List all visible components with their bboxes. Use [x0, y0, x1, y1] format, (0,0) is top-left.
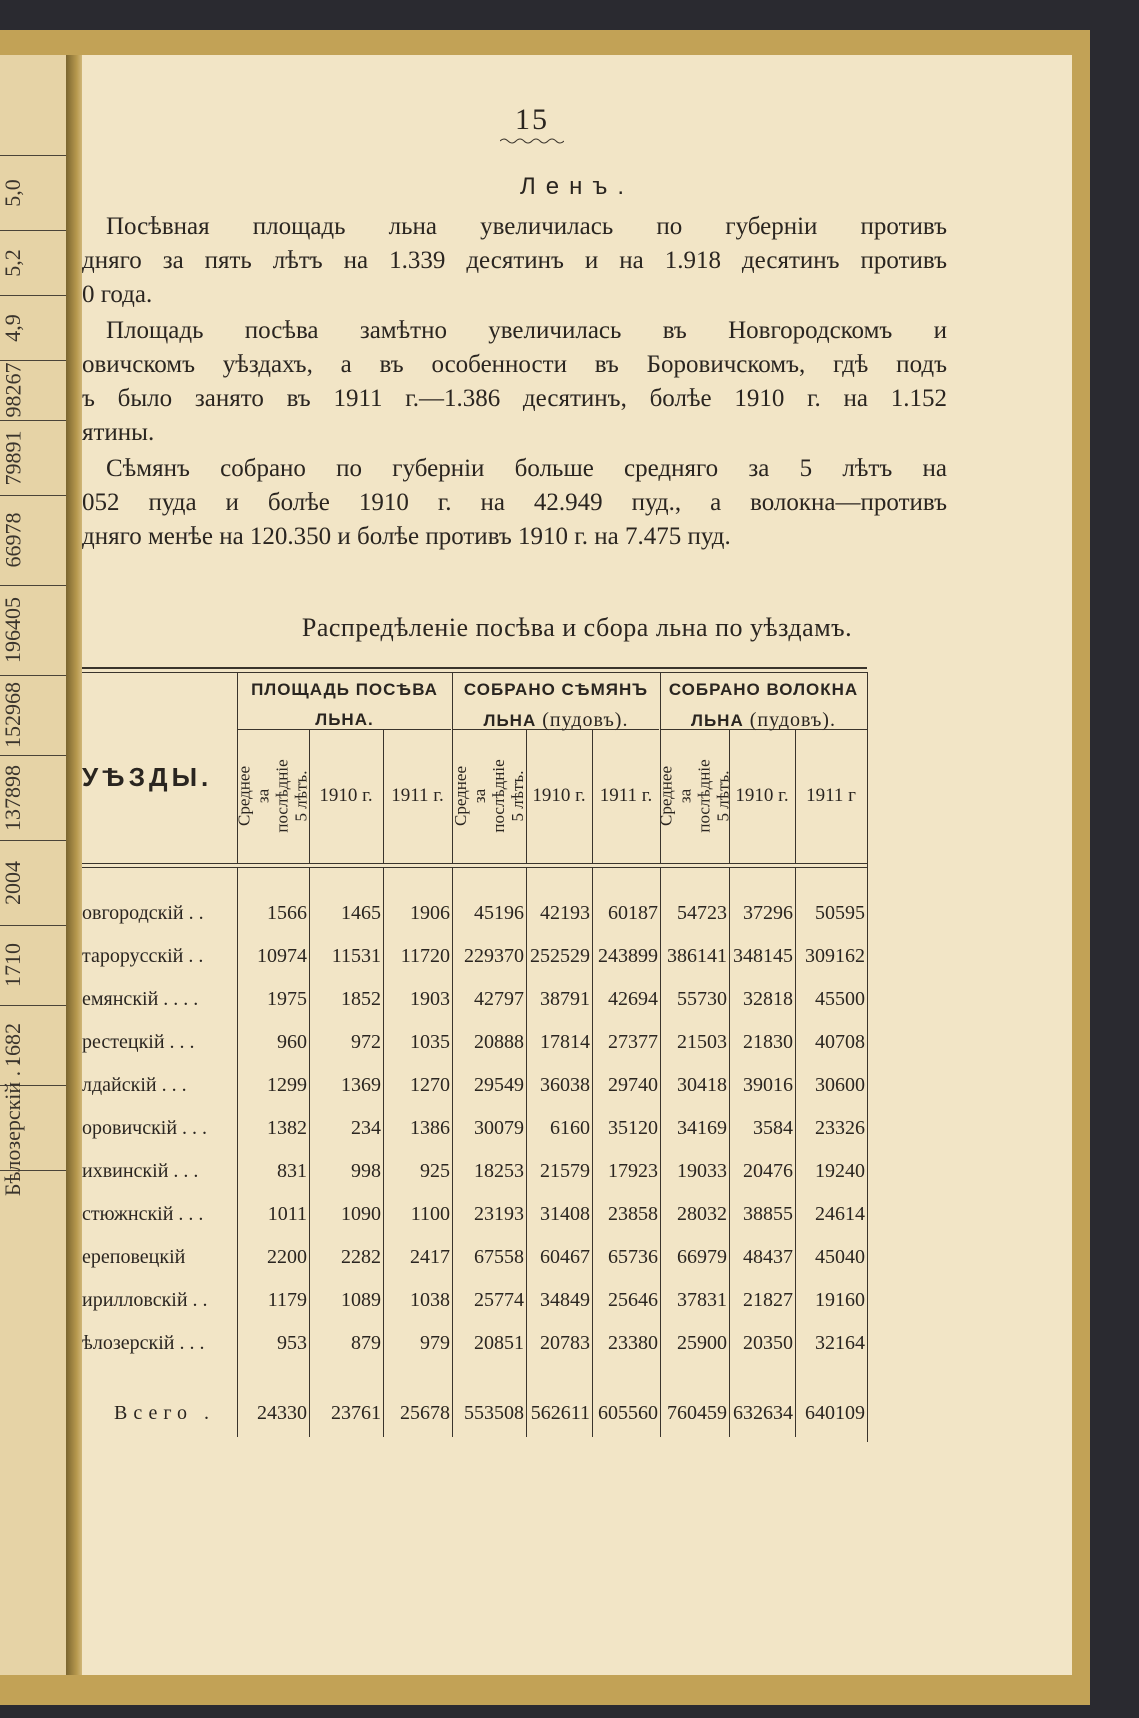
subcolumn-header: 1910 г. — [735, 785, 789, 806]
table-cell: 1038 — [410, 1289, 450, 1311]
table-cell: 20783 — [540, 1332, 590, 1354]
table-row-label: ирилловскій . . — [82, 1289, 208, 1311]
table-row-label: стюжнскій . . . — [82, 1203, 204, 1225]
paragraph-line: ятины. — [82, 419, 155, 446]
prev-page-value — [0, 585, 54, 675]
table-total-cell: 760459 — [667, 1402, 727, 1424]
table-cell: 309162 — [805, 945, 865, 967]
column-group-title: СОБРАНО ВОЛОКНА — [668, 680, 859, 699]
table-cell: 37296 — [743, 902, 793, 924]
table-cell: 1179 — [267, 1289, 307, 1311]
table-cell: 23193 — [474, 1203, 524, 1225]
table-total-cell: 632634 — [733, 1402, 793, 1424]
table-cell: 1035 — [410, 1031, 450, 1053]
table-total-cell: 24330 — [257, 1402, 307, 1424]
table-cell: 31408 — [540, 1203, 590, 1225]
table-cell: 60467 — [540, 1246, 590, 1268]
table-cell: 979 — [420, 1332, 450, 1354]
paragraph-line: ъ было занято въ 1911 г.—1.386 десятинъ, болѣе 1910 г. на 1.152 — [82, 385, 947, 412]
table-cell: 925 — [420, 1160, 450, 1182]
table-cell: 21503 — [677, 1031, 727, 1053]
prev-page-value — [0, 295, 54, 360]
table-cell: 21827 — [743, 1289, 793, 1311]
table-cell: 21830 — [743, 1031, 793, 1053]
flax-table — [82, 667, 952, 1447]
table-cell: 67558 — [474, 1246, 524, 1268]
prev-page-value — [0, 420, 54, 495]
table-cell: 2417 — [410, 1246, 450, 1268]
table-total-cell: 25678 — [400, 1402, 450, 1424]
subcolumn-header: 1911 г. — [599, 785, 653, 806]
table-cell: 42694 — [608, 988, 658, 1010]
table-row-label: оровичскій . . . — [82, 1117, 208, 1139]
table-cell: 66979 — [677, 1246, 727, 1268]
table-cell: 34169 — [677, 1117, 727, 1139]
paragraph-line: Площадь посѣва замѣтно увеличилась въ Новгородскомъ и — [106, 317, 947, 344]
section-title: Ленъ. — [519, 173, 635, 200]
table-cell: 18253 — [474, 1160, 524, 1182]
subcolumn-header-text: Среднее за послѣдніе 5 лѣтъ. — [451, 759, 527, 833]
paragraph-line: Сѣмянъ собрано по губерніи больше средняго за 5 лѣтъ на — [106, 455, 947, 482]
table-cell: 40708 — [815, 1031, 865, 1053]
prev-page-value-text: 1710 — [0, 943, 25, 987]
table-cell: 29740 — [608, 1074, 658, 1096]
table-cell: 45196 — [474, 902, 524, 924]
table-rule — [82, 672, 867, 673]
table-cell: 11720 — [400, 945, 450, 967]
prev-page-value — [0, 155, 54, 230]
prev-page-value — [0, 360, 54, 420]
table-cell: 21579 — [540, 1160, 590, 1182]
table-cell: 879 — [351, 1332, 381, 1354]
table-cell: 1090 — [341, 1203, 381, 1225]
table-cell: 42193 — [540, 902, 590, 924]
page-number-ornament — [500, 137, 564, 145]
table-cell: 1299 — [267, 1074, 307, 1096]
table-cell: 25646 — [608, 1289, 658, 1311]
table-row-label: ереповецкій — [82, 1246, 186, 1268]
prev-page-value-text: 79891 — [0, 430, 25, 485]
subcolumn-header: 1911 г. — [391, 785, 444, 806]
table-cell: 1100 — [410, 1203, 450, 1225]
table-cell: 37831 — [677, 1289, 727, 1311]
page-number: 15 — [515, 103, 549, 136]
column-group-unit: (пудовъ). — [743, 709, 836, 731]
book-page — [82, 55, 1072, 1675]
column-group-title: СОБРАНО СѢМЯНЪ — [463, 680, 649, 699]
table-cell: 1270 — [410, 1074, 450, 1096]
subcolumn-header — [235, 729, 312, 863]
table-cell: 27377 — [608, 1031, 658, 1053]
column-group-header — [660, 675, 867, 736]
table-row-label: лдайскій . . . — [82, 1074, 187, 1096]
table-row-label: ѣлозерскій . . . — [82, 1332, 205, 1354]
prev-page-value-text: 98267 — [0, 362, 25, 418]
table-cell: 29549 — [474, 1074, 524, 1096]
table-cell: 1906 — [410, 902, 450, 924]
table-cell: 386141 — [667, 945, 727, 967]
table-cell: 1852 — [341, 988, 381, 1010]
table-cell: 3584 — [753, 1117, 793, 1139]
table-cell: 38855 — [743, 1203, 793, 1225]
prev-page-value — [0, 840, 54, 925]
prev-page-value-text: Бѣлозерскій . . — [0, 1059, 26, 1196]
table-cell: 252529 — [530, 945, 590, 967]
table-cell: 6160 — [550, 1117, 590, 1139]
column-group-unit: (пудовъ). — [536, 709, 629, 731]
table-total-cell: 562611 — [530, 1402, 590, 1424]
table-total-label: Всего . — [114, 1402, 216, 1424]
table-cell: 36038 — [540, 1074, 590, 1096]
table-cell: 55730 — [677, 988, 727, 1010]
table-cell: 60187 — [608, 902, 658, 924]
table-total-cell: 23761 — [331, 1402, 381, 1424]
table-cell: 1566 — [267, 902, 307, 924]
column-group-title: ПЛОЩАДЬ ПОСѢВА — [251, 680, 438, 699]
table-cell: 1382 — [267, 1117, 307, 1139]
table-cell: 953 — [277, 1332, 307, 1354]
table-cell: 2200 — [267, 1246, 307, 1268]
table-cell: 19240 — [815, 1160, 865, 1182]
paragraph-line: 0 года. — [82, 281, 153, 308]
column-group-word: ЛЬНА — [691, 711, 744, 730]
table-cell: 30079 — [474, 1117, 524, 1139]
prev-page-value-text: 137898 — [0, 764, 25, 831]
column-group-header — [237, 675, 452, 735]
table-cell: 234 — [351, 1117, 381, 1139]
table-cell: 32164 — [815, 1332, 865, 1354]
prev-page-value-text: 152968 — [0, 682, 25, 748]
table-cell: 348145 — [733, 945, 793, 967]
table-row-label: овгородскій . . — [82, 902, 204, 924]
table-rule — [82, 867, 867, 868]
table-cell: 30418 — [677, 1074, 727, 1096]
table-rule — [82, 667, 867, 669]
table-cell: 19160 — [815, 1289, 865, 1311]
table-cell: 1465 — [341, 902, 381, 924]
table-cell: 50595 — [815, 902, 865, 924]
table-rule — [82, 863, 867, 864]
paragraph-line: Посѣвная площадь льна увеличилась по губерніи противъ — [106, 213, 947, 240]
table-cell: 998 — [351, 1160, 381, 1182]
table-cell: 65736 — [608, 1246, 658, 1268]
subcolumn-header: 1910 г. — [532, 785, 586, 806]
prev-page-value — [0, 495, 54, 585]
table-cell: 1975 — [267, 988, 307, 1010]
table-row-header: УѢЗДЫ. — [82, 762, 213, 792]
table-cell: 38791 — [540, 988, 590, 1010]
table-cell: 229370 — [464, 945, 524, 967]
column-group-word: ЛЬНА. — [315, 710, 374, 729]
subcolumn-header — [452, 729, 526, 863]
table-cell: 20851 — [474, 1332, 524, 1354]
table-cell: 30600 — [815, 1074, 865, 1096]
subcolumn-header-text: Среднее за послѣдніе 5 лѣтъ. — [656, 759, 733, 833]
table-cell: 25774 — [474, 1289, 524, 1311]
table-cell: 972 — [351, 1031, 381, 1053]
table-row-label: емянскій . . . . — [82, 988, 199, 1010]
paragraph-line: дняго за пять лѣтъ на 1.339 десятинъ и на 1.918 десятинъ противъ — [82, 247, 947, 274]
prev-page-value — [0, 675, 54, 755]
table-cell: 831 — [277, 1160, 307, 1182]
table-cell: 23326 — [815, 1117, 865, 1139]
table-cell: 34849 — [540, 1289, 590, 1311]
table-cell: 28032 — [677, 1203, 727, 1225]
table-cell: 243899 — [598, 945, 658, 967]
table-total-cell: 605560 — [598, 1402, 658, 1424]
table-cell: 23858 — [608, 1203, 658, 1225]
table-cell: 19033 — [677, 1160, 727, 1182]
table-cell: 1011 — [267, 1203, 307, 1225]
table-cell: 35120 — [608, 1117, 658, 1139]
table-cell: 10974 — [257, 945, 307, 967]
table-cell: 1369 — [341, 1074, 381, 1096]
table-cell: 45500 — [815, 988, 865, 1010]
prev-page-value-text: 196405 — [0, 597, 25, 663]
paragraph-line: дняго менѣе на 120.350 и болѣе противъ 1910 г. на 7.475 пуд. — [82, 523, 731, 550]
paragraph-line: 052 пуда и болѣе 1910 г. на 42.949 пуд., а волокна—противъ — [82, 489, 947, 516]
prev-page-value — [0, 925, 54, 1005]
table-cell: 24614 — [815, 1203, 865, 1225]
table-cell: 20476 — [743, 1160, 793, 1182]
table-cell: 1903 — [410, 988, 450, 1010]
table-cell: 11531 — [331, 945, 381, 967]
subcolumn-header: 1910 г. — [319, 785, 373, 806]
table-cell: 54723 — [677, 902, 727, 924]
prev-page-value-text: 66978 — [0, 512, 25, 568]
table-total-cell: 640109 — [805, 1402, 865, 1424]
table-cell: 48437 — [743, 1246, 793, 1268]
prev-page-value — [0, 1059, 54, 1196]
table-cell: 25900 — [677, 1332, 727, 1354]
table-cell: 32818 — [743, 988, 793, 1010]
subcolumn-header-text: Среднее за послѣдніе 5 лѣтъ. — [235, 759, 312, 833]
table-row-label: тарорусскій . . — [82, 945, 204, 967]
prev-page-value-text: 4,9 — [0, 313, 25, 342]
table-cell: 1089 — [341, 1289, 381, 1311]
prev-page-value-text: 1682 — [0, 1023, 25, 1067]
column-group-word: ЛЬНА — [483, 711, 537, 730]
table-cell: 20350 — [743, 1332, 793, 1354]
table-cell: 17814 — [540, 1031, 590, 1053]
prev-page-value-text: 2004 — [0, 860, 25, 905]
table-cell: 23380 — [608, 1332, 658, 1354]
table-cell: 960 — [277, 1031, 307, 1053]
prev-page-value — [0, 755, 54, 840]
subcolumn-header — [656, 729, 733, 863]
column-group-header — [452, 675, 660, 736]
table-cell: 39016 — [743, 1074, 793, 1096]
table-cell: 1386 — [410, 1117, 450, 1139]
table-column-rule — [867, 672, 868, 1442]
table-cell: 2282 — [341, 1246, 381, 1268]
table-title: Распредѣленіе посѣва и сбора льна по уѣздамъ. — [301, 613, 853, 642]
table-cell: 45040 — [815, 1246, 865, 1268]
prev-page-value-text: 5,2 — [0, 248, 25, 277]
table-cell: 20888 — [474, 1031, 524, 1053]
paragraph-line: овичскомъ уѣздахъ, а въ особенности въ Боровичскомъ, гдѣ подъ — [82, 351, 947, 378]
subcolumn-header: 1911 г — [806, 785, 856, 806]
table-cell: 42797 — [474, 988, 524, 1010]
table-row-label: рестецкій . . . — [82, 1031, 195, 1053]
table-cell: 17923 — [608, 1160, 658, 1182]
table-total-cell: 553508 — [464, 1402, 524, 1424]
table-row-label: ихвинскій . . . — [82, 1160, 199, 1182]
prev-page-value-text: 5,0 — [0, 178, 25, 207]
prev-page-value — [0, 230, 54, 295]
